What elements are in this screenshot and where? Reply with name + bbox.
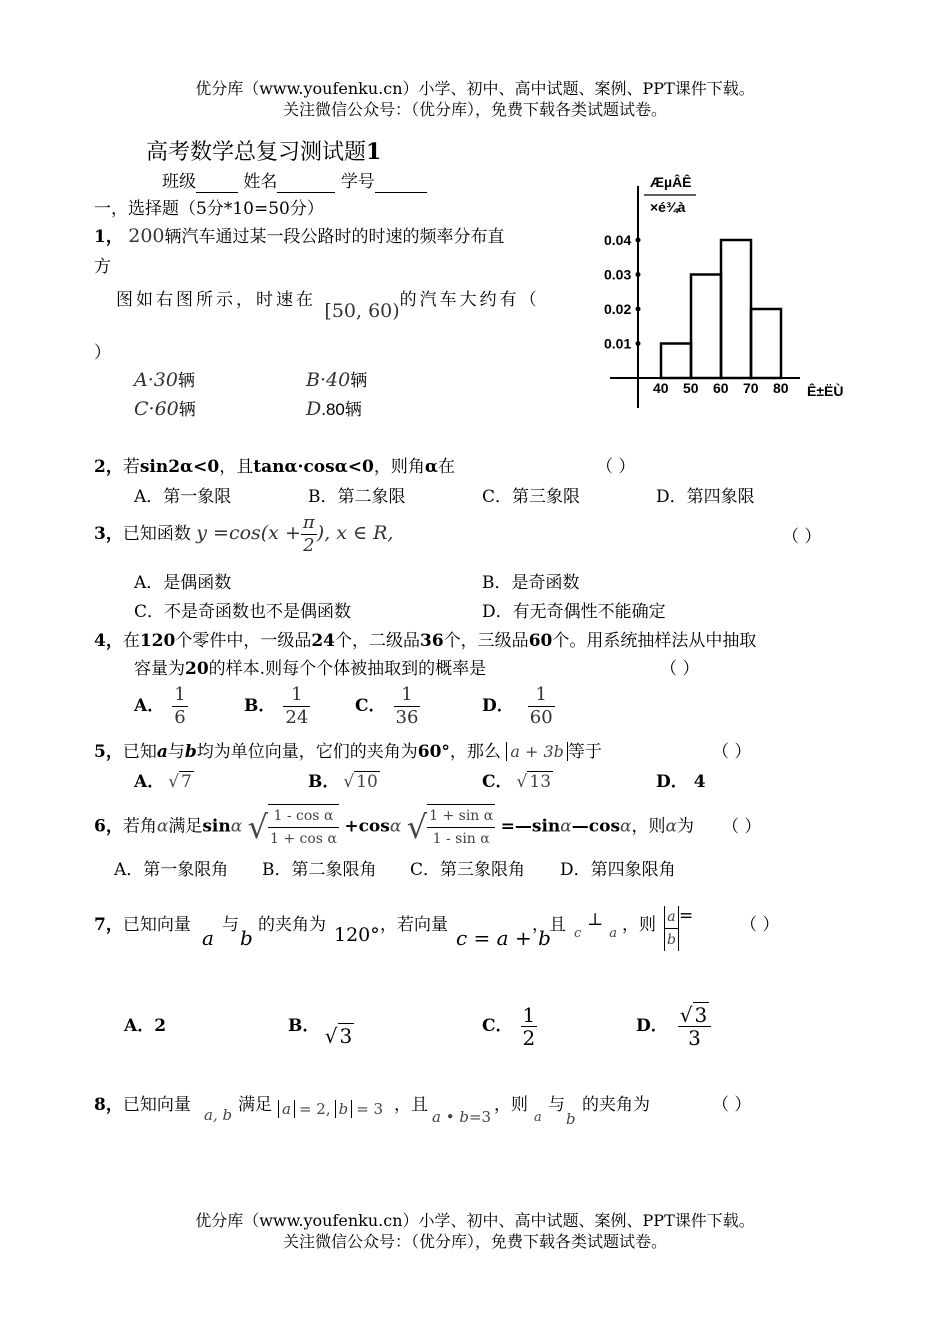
q6-cos: cos	[358, 816, 390, 837]
q1-option-a-value: A·30	[134, 369, 178, 391]
q4-t1d: 个，三级品	[443, 631, 529, 651]
histogram-bar	[751, 309, 781, 378]
q5-option-b[interactable]: B． √ 10	[308, 772, 378, 792]
q7-t3: 的夹角为	[258, 915, 326, 935]
y-tick-label: 0.02	[604, 301, 632, 317]
q2-answer-paren[interactable]: （ ）	[596, 457, 636, 477]
q2-end-2: 在	[437, 457, 455, 477]
y-tick-mark	[636, 341, 641, 346]
q1-option-c-unit: 辆	[178, 400, 196, 420]
q7-ratio-num: a	[664, 906, 679, 929]
q7-ratio-den: b	[664, 929, 679, 951]
q3-number: 3，	[94, 524, 123, 544]
q8-norm-b: b	[335, 1100, 353, 1118]
q7-option-d[interactable]	[636, 1004, 711, 1049]
q7-c-num: 1	[522, 1003, 536, 1027]
q7-b: b	[240, 926, 253, 950]
q6-option-d[interactable]: D．第四象限角	[560, 860, 676, 880]
q4-c-num: 1	[394, 684, 421, 707]
q5-option-d[interactable]	[656, 767, 706, 792]
q1-count: 200	[128, 225, 165, 247]
q1-option-b-unit: 辆	[350, 371, 368, 391]
class-blank[interactable]	[196, 172, 238, 193]
histogram-bar	[661, 344, 691, 379]
q5-end: 等于	[567, 742, 602, 762]
q4-option-b-frac	[283, 684, 310, 729]
q6-eq: =—	[500, 816, 532, 837]
q4-n2: 24	[311, 631, 336, 651]
q1-option-a[interactable]	[134, 366, 195, 391]
q5-mid3: ，那么	[449, 742, 501, 762]
q4-t1e: 个。用系统抽样法从中抽取	[552, 631, 757, 651]
name-label: 姓名	[243, 172, 278, 192]
q1-text-3: 的汽车大约有（	[399, 290, 540, 310]
q8-cond-1: = 2,	[298, 1100, 331, 1118]
q8-number: 8，	[94, 1095, 123, 1115]
footer-line-1: 优分库（www.youfenku.cn）小学、初中、高中试题、案例、PPT课件下载。	[195, 1211, 755, 1230]
q4-line-1	[94, 626, 756, 651]
q8-norm-a: a	[278, 1100, 295, 1118]
q8-dot-eq: =3	[468, 1108, 492, 1126]
q8-answer-paren[interactable]: （ ）	[712, 1095, 752, 1115]
q6-t2: 满足	[168, 816, 203, 837]
q1-option-c[interactable]	[134, 395, 196, 420]
q4-d-den: 60	[529, 707, 553, 728]
section-heading: 一，选择题（5分*10=50分）	[94, 199, 324, 219]
name-blank[interactable]	[277, 172, 335, 193]
q5-option-b-value: 10	[356, 772, 378, 792]
q3-two: 2	[303, 535, 315, 556]
exam-title	[146, 135, 381, 166]
q7-option-c[interactable]	[482, 1004, 537, 1049]
q2-text: 若	[122, 457, 140, 477]
q7-t5: ，且	[532, 915, 566, 935]
q5-option-a[interactable]: A． √ 7	[134, 772, 192, 792]
q3-text: 已知函数	[122, 524, 191, 544]
q1-option-b-value: B·40	[306, 369, 351, 391]
footer-line-2: 关注微信公众号：（优分库），免费下载各类试题试卷。	[282, 1232, 667, 1251]
q7-option-b[interactable]: B． √ 3	[288, 1016, 353, 1048]
chart-ylabel-2: ×é¾à	[650, 199, 686, 215]
q6-d2: 1 - sin α	[432, 831, 490, 847]
q4-option-b[interactable]	[244, 684, 310, 729]
q6-alpha-6: α	[665, 816, 677, 837]
q5-a: a	[156, 742, 168, 762]
q8-t2: 满足	[238, 1095, 272, 1115]
q5-expr: a + 3b	[506, 742, 568, 761]
q8-t3: ，且	[394, 1095, 428, 1115]
q3-option-c[interactable]: C．不是奇函数也不是偶函数	[134, 602, 352, 622]
y-tick-mark	[636, 238, 641, 243]
q4-n3: 36	[420, 631, 444, 651]
q7-t2: 与	[222, 915, 239, 935]
q6-t3: ，则	[631, 816, 666, 837]
q2-mid: ，且	[219, 457, 254, 477]
q3-rhs: ), x ∈ R,	[316, 522, 394, 544]
q4-t1b: 个零件中，一级品	[175, 631, 312, 651]
q6-d1: 1 + cos α	[270, 831, 337, 847]
q4-option-c-frac	[394, 684, 421, 729]
q1-close-paren: ）	[94, 343, 111, 363]
q7-c-den: 2	[522, 1026, 536, 1050]
q1-number: 1，	[94, 227, 123, 247]
q7-a: a	[202, 926, 214, 950]
y-tick-label: 0.04	[604, 232, 632, 248]
q3-stem	[94, 512, 393, 557]
q4-t1c: 个，二级品	[335, 631, 421, 651]
q1-option-c-value: C·60	[134, 398, 179, 420]
q5-option-d-value: 4	[693, 772, 706, 792]
q4-option-a-label: A．	[134, 696, 165, 716]
q3-option-b[interactable]: B．是奇函数	[482, 573, 580, 593]
q6-number: 6，	[94, 816, 123, 837]
q5-option-c-label: C．	[482, 772, 513, 792]
q6-frac-1	[268, 804, 339, 850]
q7-answer-paren[interactable]: （ ）	[740, 915, 780, 935]
q6-n2: 1 + sin α	[427, 805, 495, 828]
q7-d-num: 3	[694, 1003, 708, 1027]
q8-vectors: a, b	[204, 1106, 233, 1124]
q4-option-d-frac	[528, 684, 555, 729]
q1-interval: [50, 60)	[324, 300, 400, 322]
q6-frac-2	[427, 804, 495, 850]
q8-t4: ，则	[494, 1095, 528, 1115]
q6-n1: 1 - cos α	[268, 805, 339, 828]
q4-number: 4，	[94, 631, 123, 651]
x-tick-label: 80	[773, 380, 789, 396]
q6-plus: +	[344, 816, 359, 837]
q7-t6: ，则	[622, 915, 656, 935]
q7-c-def: c = a + b	[456, 926, 551, 950]
q7-d-den: 3	[688, 1026, 701, 1050]
q4-t1a: 在	[122, 631, 140, 651]
q7-option-a[interactable]: A．2	[124, 1016, 167, 1036]
exam-title-num: 1	[366, 139, 382, 165]
q2-cond-1: sin2α<0	[139, 457, 220, 477]
q6-stem: 6，若角α满足sinα √ $\frac{\text{1 - cos α}}{\text{1 + cos α}}$ +cosα √ $\frac{\text{1 + sin α}}{\text{1 - sin α}}$ =—sinα—cosα，则α为	[94, 804, 694, 850]
q5-angle: 60°	[417, 742, 450, 762]
q4-a-num: 1	[174, 684, 186, 705]
q6-alpha-5: α	[620, 816, 632, 837]
q2-option-d[interactable]: D．第四象限	[656, 487, 755, 507]
q1-option-d[interactable]	[306, 395, 362, 420]
header-line-2: 关注微信公众号：（优分库），免费下载各类试题试卷。	[282, 100, 667, 119]
q4-option-d[interactable]	[482, 684, 555, 729]
q5-option-c[interactable]: C． √ 13	[482, 772, 552, 792]
q7-ratio	[664, 906, 693, 951]
q4-option-c[interactable]	[355, 684, 420, 729]
q1-line-2	[116, 285, 540, 322]
q2-number: 2，	[94, 457, 123, 477]
q4-option-c-label: C．	[355, 696, 386, 716]
q7-option-c-label: C．	[482, 1016, 513, 1036]
q6-alpha-3: α	[389, 816, 402, 837]
q5-option-b-label: B．	[308, 772, 340, 792]
x-tick-label: 70	[743, 380, 759, 396]
q4-c-den: 36	[395, 707, 419, 728]
q1-option-a-unit: 辆	[177, 371, 195, 391]
q7-t4: ，若向量	[380, 915, 448, 935]
q6-option-c[interactable]: C．第三象限角	[410, 860, 526, 880]
q8-t1: 已知向量	[122, 1095, 191, 1115]
q7-ratio-frac	[664, 906, 679, 951]
q8-a: a	[534, 1110, 542, 1125]
q7-option-d-label: D．	[636, 1016, 668, 1036]
q8-stem-a	[94, 1090, 191, 1115]
id-blank[interactable]	[375, 172, 427, 193]
q7-angle: 120°	[334, 924, 380, 946]
y-tick-mark	[636, 272, 641, 277]
q5-mid1: 与	[167, 742, 185, 762]
q4-b-num: 1	[283, 684, 310, 707]
q1-line-1b: 方	[94, 257, 111, 277]
header-line-1: 优分库（www.youfenku.cn）小学、初中、高中试题、案例、PPT课件下载。	[195, 79, 755, 98]
q2-option-c[interactable]: C．第三象限	[482, 487, 581, 507]
q5-option-a-label: A．	[134, 772, 165, 792]
student-info-line	[162, 167, 427, 193]
q6-cos2: cos	[588, 816, 621, 837]
q6-option-b[interactable]: B．第二象限角	[262, 860, 377, 880]
y-tick-mark	[636, 307, 641, 312]
chart-xlabel: Ê±ËÙ	[807, 383, 844, 399]
q8-dot-expr: a • b	[432, 1108, 469, 1126]
q1-option-d-unit: 辆	[344, 400, 362, 420]
q7-perp	[574, 910, 618, 941]
q2-end: ，则角	[373, 457, 425, 477]
q8-b: b	[566, 1110, 576, 1128]
q7-perp-symbol: ⊥	[587, 910, 604, 930]
q6-t1: 若角	[122, 816, 157, 837]
q1-option-d-value: .80	[321, 400, 345, 419]
q6-alpha: α	[156, 816, 169, 837]
q6-dash: —	[571, 816, 589, 837]
q4-line-2	[134, 654, 486, 679]
q7-number: 7，	[94, 915, 123, 935]
q6-sin2: sin	[531, 816, 561, 837]
histogram-bar	[691, 275, 721, 379]
q5-stem	[94, 737, 602, 762]
x-tick-label: 40	[653, 380, 669, 396]
class-label: 班级	[162, 172, 196, 192]
q6-alpha-2: α	[230, 816, 243, 837]
q8-cond-2: = 3	[356, 1100, 384, 1118]
q1-option-d-label: D	[306, 398, 322, 420]
q3-pi: π	[302, 512, 315, 533]
q2-alpha: α	[424, 457, 438, 477]
q8-dot	[432, 1108, 491, 1126]
q7-option-d-frac: $\frac{√ 3}{3}$	[678, 1004, 711, 1049]
q1-option-b[interactable]	[306, 366, 367, 391]
x-tick-label: 50	[683, 380, 699, 396]
q7-perp-c: c	[574, 926, 582, 941]
q4-option-b-label: B．	[244, 696, 276, 716]
frequency-histogram	[600, 168, 860, 413]
q3-answer-paren[interactable]: （ ）	[782, 527, 822, 547]
q5-answer-paren[interactable]: （ ）	[712, 742, 752, 762]
id-label: 学号	[340, 172, 375, 192]
y-tick-label: 0.03	[604, 266, 632, 283]
q5-mid2: 均为单位向量，它们的夹角为	[196, 742, 418, 762]
q7-ratio-eq: =	[678, 906, 694, 926]
q4-option-d-label: D．	[482, 696, 514, 716]
q7-option-b-value: 3	[339, 1024, 353, 1048]
q7-perp-a: a	[609, 926, 618, 941]
q4-n4: 60	[528, 631, 553, 651]
q6-alpha-4: α	[560, 816, 572, 837]
q5-option-a-value: 7	[181, 772, 192, 792]
q2-cond-2: tanα·cosα<0	[253, 457, 374, 477]
q7-t1: 已知向量	[122, 915, 191, 935]
q2-option-a[interactable]: A．第一象限	[134, 487, 232, 507]
chart-ylabel-1: ÆµÂÊ	[650, 174, 692, 190]
q5-option-c-value: 13	[529, 772, 552, 792]
q5-option-d-label: D．	[656, 772, 688, 792]
y-tick-label: 0.01	[604, 335, 632, 352]
exam-title-text: 高考数学总复习测试题	[146, 140, 367, 165]
q1-text-2: 图如右图所示，时速在	[116, 290, 316, 310]
q4-b-den: 24	[285, 707, 309, 728]
q4-d-num: 1	[528, 684, 555, 707]
q8-t5: 与	[548, 1095, 565, 1115]
q1-line-1	[94, 222, 505, 247]
q4-option-a[interactable]	[134, 684, 188, 729]
q4-answer-paren[interactable]: （ ）	[660, 659, 700, 679]
q4-t2b: 的样本.则每个个体被抽取到的概率是	[208, 659, 487, 679]
q1-text-1: 辆汽车通过某一段公路时的时速的频率分布直	[164, 227, 505, 247]
q4-n1: 120	[139, 631, 176, 651]
q7-stem-a	[94, 910, 191, 935]
q5-number: 5，	[94, 742, 123, 762]
q6-option-a[interactable]: A．第一象限角	[114, 860, 229, 880]
q5-t1: 已知	[122, 742, 157, 762]
q4-t2a: 容量为	[134, 659, 185, 679]
q7-option-b-label: B．	[288, 1016, 320, 1036]
q2-stem	[94, 452, 455, 477]
q3-lhs: y =cos(x +	[196, 522, 301, 544]
histogram-bar	[721, 240, 751, 378]
q6-answer-paren[interactable]: （ ）	[722, 817, 762, 837]
q6-sin: sin	[202, 816, 231, 837]
q8-t6: 的夹角为	[582, 1095, 650, 1115]
q4-option-a-frac	[172, 684, 187, 729]
q3-option-d[interactable]: D．有无奇偶性不能确定	[482, 602, 666, 622]
x-tick-label: 60	[713, 380, 729, 396]
q8-condition	[278, 1100, 383, 1118]
q4-a-den: 6	[174, 707, 186, 728]
q7-option-c-frac	[521, 1004, 538, 1049]
q6-t4: 为	[677, 816, 694, 837]
q3-pi-over-2	[301, 512, 317, 557]
q4-n5: 20	[185, 659, 209, 679]
q5-b: b	[184, 742, 197, 762]
q2-option-b[interactable]: B．第二象限	[308, 487, 406, 507]
q3-option-a[interactable]: A．是偶函数	[134, 573, 232, 593]
